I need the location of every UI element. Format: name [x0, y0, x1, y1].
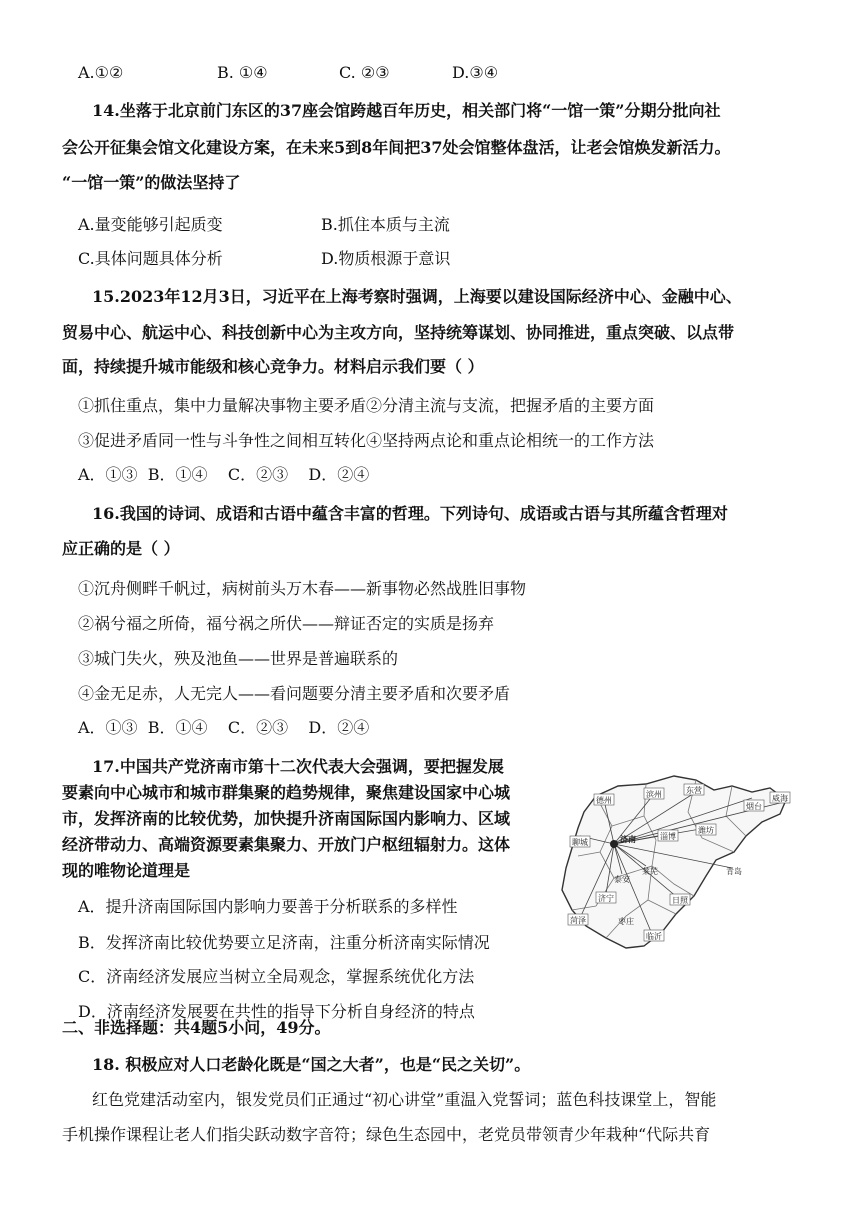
map-label-linyi: 临沂	[646, 932, 662, 941]
map-label-liaocheng: 聊城	[572, 838, 588, 847]
q16-item-2: ②祸兮福之所倚，福兮祸之所伏——辩证否定的实质是扬弃	[78, 614, 495, 633]
q13-option-d: D.③④	[452, 63, 499, 82]
shandong-map-svg	[556, 756, 796, 956]
map-label-jinan: 济南	[620, 835, 636, 844]
q17-stem-line-5: 现的唯物论道理是	[62, 861, 191, 880]
map-label-qingdao: 青岛	[726, 867, 742, 876]
map-label-heze: 菏泽	[570, 916, 586, 925]
q18-title: 18. 积极应对人口老龄化既是“国之大者”，也是“民之关切”。	[92, 1055, 531, 1074]
q14-stem-line-1: 14.坐落于北京前门东区的37座会馆跨越百年历史，相关部门将“一馆一策”分期分批向社	[92, 101, 721, 120]
map-label-yantai: 烟台	[746, 802, 762, 811]
map-label-weihai: 威海	[772, 794, 788, 803]
q18-text-line-2: 手机操作课程让老人们指尖跃动数字音符；绿色生态园中，老党员带领青少年栽种“代际共育	[62, 1125, 711, 1144]
q15-stem-line-1: 15.2023年12月3日，习近平在上海考察时强调，上海要以建设国际经济中心、金融中心、	[92, 287, 742, 306]
q17-stem-line-1: 17.中国共产党济南市第十二次代表大会强调，要把握发展	[92, 757, 504, 776]
q14-stem-line-3: “一馆一策”的做法坚持了	[62, 173, 241, 192]
shandong-map	[556, 756, 796, 956]
q14-stem-line-2: 会公开征集会馆文化建设方案，在未来5到8年间把37处会馆整体盘活，让老会馆焕发新活力。	[62, 138, 731, 157]
q17-stem-line-3: 市，发挥济南的比较优势，加快提升济南国际国内影响力、区域	[62, 809, 511, 828]
map-label-binzhou: 滨州	[646, 790, 662, 799]
map-label-dezhou: 德州	[596, 796, 612, 805]
q14-option-b: B.抓住本质与主流	[321, 215, 450, 234]
q17-stem-line-4: 经济带动力、高端资源要素集聚力、开放门户枢纽辐射力。这体	[62, 835, 511, 854]
q16-item-4: ④金无足赤，人无完人——看问题要分清主要矛盾和次要矛盾	[78, 684, 511, 703]
map-label-taian: 泰安	[614, 875, 630, 884]
q16-options: A．①③ B．①④ C．②③ D．②④	[78, 718, 370, 737]
q17-stem-line-2: 要素向中心城市和城市群集聚的趋势规律，聚焦建设国家中心城	[62, 783, 511, 802]
map-label-jining: 济宁	[598, 894, 614, 903]
q14-option-d: D.物质根源于意识	[321, 249, 451, 268]
q14-option-a: A.量变能够引起质变	[78, 215, 223, 234]
q15-item-line-1: ①抓住重点，集中力量解决事物主要矛盾②分清主流与支流，把握矛盾的主要方面	[78, 396, 655, 415]
map-label-weifang: 潍坊	[698, 826, 714, 835]
q15-stem-line-3: 面，持续提升城市能级和核心竞争力。材料启示我们要（ ）	[62, 357, 484, 376]
q17-option-d: D．济南经济发展要在共性的指导下分析自身经济的特点	[78, 1002, 475, 1021]
q13-option-c: C. ②③	[339, 63, 390, 82]
map-label-zibo: 淄博	[660, 832, 676, 841]
q14-option-c: C.具体问题具体分析	[78, 249, 223, 268]
q17-option-a: A．提升济南国际国内影响力要善于分析联系的多样性	[78, 897, 458, 916]
q13-option-b: B. ①④	[217, 63, 268, 82]
q17-option-b: B．发挥济南比较优势要立足济南，注重分析济南实际情况	[78, 933, 490, 952]
q16-stem-line-2: 应正确的是（ ）	[62, 539, 180, 558]
q15-options: A．①③ B．①④ C．②③ D．②④	[78, 465, 370, 484]
q15-item-line-2: ③促进矛盾同一性与斗争性之间相互转化④坚持两点论和重点论相统一的工作方法	[78, 431, 655, 450]
map-label-laiwu: 莱芜	[642, 867, 658, 876]
q16-item-3: ③城门失火，殃及池鱼——世界是普遍联系的	[78, 649, 399, 668]
section-2-heading: 二、非选择题：共4题5小问，49分。	[62, 1018, 331, 1037]
q13-option-a: A.①②	[78, 63, 124, 82]
q15-stem-line-2: 贸易中心、航运中心、科技创新中心为主攻方向，坚持统筹谋划、协同推进，重点突破、以点带	[62, 323, 735, 342]
q16-item-1: ①沉舟侧畔千帆过，病树前头万木春——新事物必然战胜旧事物	[78, 579, 527, 598]
map-label-zaozhuang: 枣庄	[618, 917, 634, 926]
q17-option-c: C．济南经济发展应当树立全局观念，掌握系统优化方法	[78, 967, 475, 986]
q18-text-line-1: 红色党建活动室内，银发党员们正通过“初心讲堂”重温入党誓词；蓝色科技课堂上，智能	[92, 1090, 717, 1109]
q16-stem-line-1: 16.我国的诗词、成语和古语中蕴含丰富的哲理。下列诗句、成语或古语与其所蕴含哲理对	[92, 504, 728, 523]
map-label-rizhao: 日照	[672, 896, 688, 905]
jinan-dot	[610, 840, 618, 848]
map-label-dongying: 东营	[686, 786, 702, 795]
